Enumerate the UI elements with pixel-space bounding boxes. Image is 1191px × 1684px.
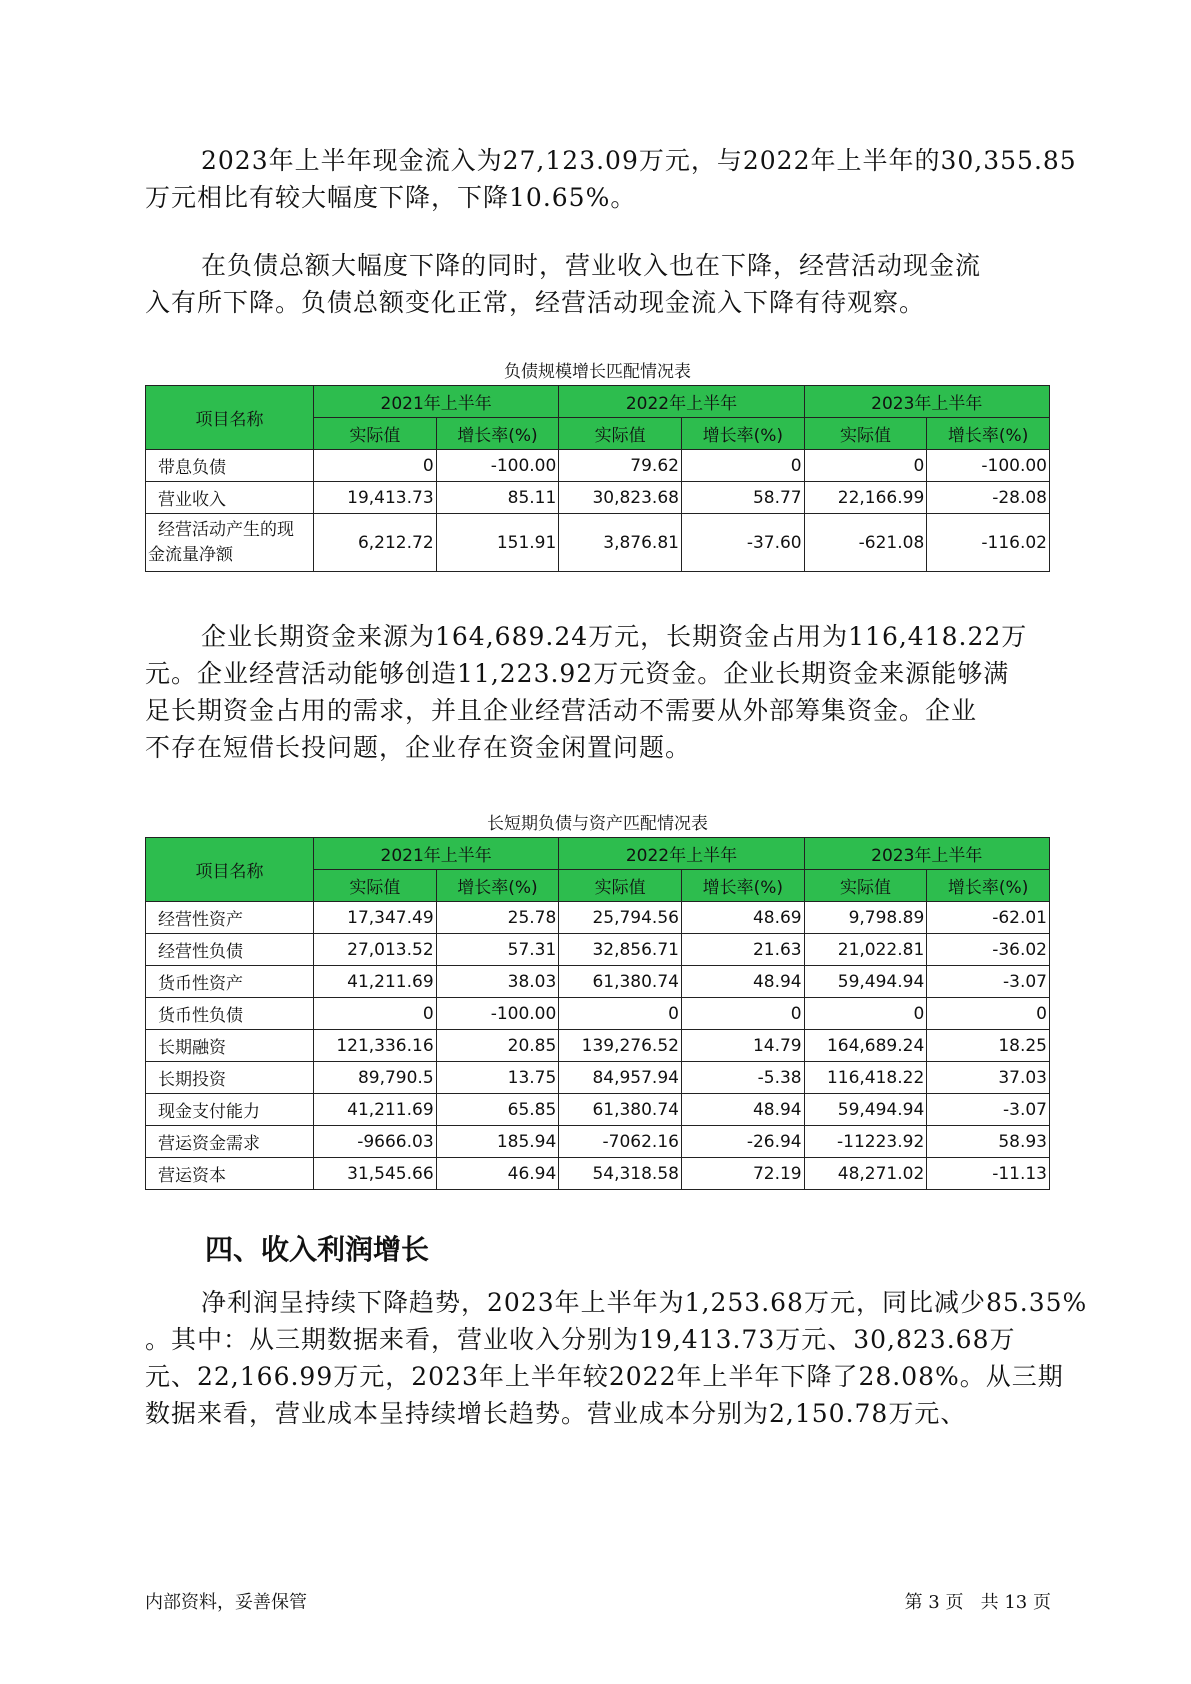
header-actual: 实际值 xyxy=(314,870,437,902)
table-row xyxy=(146,1062,1050,1094)
cell-value: -5.38 xyxy=(681,1062,804,1094)
footer-page-number: 第 3 页 共 13 页 xyxy=(904,1592,1051,1613)
cell-value: -100.00 xyxy=(436,998,559,1030)
cell-value: -621.08 xyxy=(804,514,927,572)
row-label: 经营性资产 xyxy=(146,902,314,934)
table1-caption: 负债规模增长匹配情况表 xyxy=(504,362,691,382)
table-row xyxy=(146,934,1050,966)
cell-value: 48.94 xyxy=(681,1094,804,1126)
text-line: 入有所下降。负债总额变化正常，经营活动现金流入下降有待观察。 xyxy=(145,288,926,317)
header-growth: 增长率(%) xyxy=(436,418,559,450)
cell-value: 116,418.22 xyxy=(804,1062,927,1094)
cell-value: 139,276.52 xyxy=(559,1030,682,1062)
cell-value: 84,957.94 xyxy=(559,1062,682,1094)
cell-value: 21,022.81 xyxy=(804,934,927,966)
cell-value: 164,689.24 xyxy=(804,1030,927,1062)
cell-value: 59,494.94 xyxy=(804,1094,927,1126)
cell-value: 30,823.68 xyxy=(559,482,682,514)
row-label: 经营性负债 xyxy=(146,934,314,966)
row-label: 带息负债 xyxy=(146,450,314,482)
cell-value: -100.00 xyxy=(927,450,1050,482)
table-asset-liability-match xyxy=(145,837,1050,1190)
cell-value: -26.94 xyxy=(681,1126,804,1158)
cell-value: 21.63 xyxy=(681,934,804,966)
cell-value: -3.07 xyxy=(927,1094,1050,1126)
cell-value: -37.60 xyxy=(681,514,804,572)
cell-value: -28.08 xyxy=(927,482,1050,514)
header-period-2023: 2023年上半年 xyxy=(804,838,1049,870)
paragraph-liability-summary xyxy=(145,247,1050,321)
header-actual: 实际值 xyxy=(804,870,927,902)
cell-value: 57.31 xyxy=(436,934,559,966)
cell-value: 59,494.94 xyxy=(804,966,927,998)
text-line: 净利润呈持续下降趋势，2023年上半年为1,253.68万元，同比减少85.35% xyxy=(201,1288,1088,1317)
table-liability-growth xyxy=(145,385,1050,572)
text-line: 足长期资金占用的需求，并且企业经营活动不需要从外部筹集资金。企业 xyxy=(145,696,978,725)
table-row xyxy=(146,1126,1050,1158)
table-row xyxy=(146,966,1050,998)
row-label-line: 金流量净额 xyxy=(148,544,233,565)
cell-value: -7062.16 xyxy=(559,1126,682,1158)
row-label: 现金支付能力 xyxy=(146,1094,314,1126)
header-item-name: 项目名称 xyxy=(146,838,314,902)
text-line: 2023年上半年现金流入为27,123.09万元，与2022年上半年的30,355.85 xyxy=(201,146,1077,175)
footer-confidential-note: 内部资料，妥善保管 xyxy=(145,1592,307,1613)
table-row xyxy=(146,1094,1050,1126)
cell-value: 0 xyxy=(314,998,437,1030)
row-label: 营业收入 xyxy=(146,482,314,514)
cell-value: -116.02 xyxy=(927,514,1050,572)
table-row xyxy=(146,1158,1050,1190)
header-period-2021: 2021年上半年 xyxy=(314,838,559,870)
cell-value: 72.19 xyxy=(681,1158,804,1190)
cell-value: 79.62 xyxy=(559,450,682,482)
cell-value: 0 xyxy=(804,998,927,1030)
cell-value: 22,166.99 xyxy=(804,482,927,514)
header-growth: 增长率(%) xyxy=(927,870,1050,902)
cell-value: 0 xyxy=(681,998,804,1030)
text-line: 万元相比有较大幅度下降，下降10.65%。 xyxy=(145,183,637,212)
header-growth: 增长率(%) xyxy=(681,870,804,902)
cell-value: 14.79 xyxy=(681,1030,804,1062)
row-label: 长期融资 xyxy=(146,1030,314,1062)
cell-value: 151.91 xyxy=(436,514,559,572)
header-period-2023: 2023年上半年 xyxy=(804,386,1049,418)
cell-value: 32,856.71 xyxy=(559,934,682,966)
cell-value: -36.02 xyxy=(927,934,1050,966)
cell-value: 58.93 xyxy=(927,1126,1050,1158)
text-line: 元、22,166.99万元，2023年上半年较2022年上半年下降了28.08%。从三期 xyxy=(145,1362,1064,1391)
header-period-2022: 2022年上半年 xyxy=(559,838,804,870)
cell-value: 25,794.56 xyxy=(559,902,682,934)
header-item-name: 项目名称 xyxy=(146,386,314,450)
paragraph-long-term-funding xyxy=(145,618,1050,766)
header-actual: 实际值 xyxy=(559,418,682,450)
header-period-2021: 2021年上半年 xyxy=(314,386,559,418)
cell-value: 19,413.73 xyxy=(314,482,437,514)
cell-value: 18.25 xyxy=(927,1030,1050,1062)
row-label: 营运资本 xyxy=(146,1158,314,1190)
cell-value: 61,380.74 xyxy=(559,966,682,998)
table-row xyxy=(146,998,1050,1030)
row-label: 营运资金需求 xyxy=(146,1126,314,1158)
section-heading: 四、收入利润增长 xyxy=(205,1233,430,1266)
row-label xyxy=(146,514,314,572)
header-actual: 实际值 xyxy=(314,418,437,450)
header-growth: 增长率(%) xyxy=(681,418,804,450)
cell-value: 0 xyxy=(681,450,804,482)
header-period-2022: 2022年上半年 xyxy=(559,386,804,418)
table-row xyxy=(146,450,1050,482)
cell-value: -3.07 xyxy=(927,966,1050,998)
cell-value: 58.77 xyxy=(681,482,804,514)
row-label: 货币性资产 xyxy=(146,966,314,998)
text-line: 。其中：从三期数据来看，营业收入分别为19,413.73万元、30,823.68万 xyxy=(145,1325,1016,1354)
cell-value: 65.85 xyxy=(436,1094,559,1126)
cell-value: 37.03 xyxy=(927,1062,1050,1094)
cell-value: -62.01 xyxy=(927,902,1050,934)
table-row xyxy=(146,902,1050,934)
cell-value: 3,876.81 xyxy=(559,514,682,572)
table2-caption: 长短期负债与资产匹配情况表 xyxy=(487,814,708,834)
cell-value: 38.03 xyxy=(436,966,559,998)
cell-value: 85.11 xyxy=(436,482,559,514)
row-label: 货币性负债 xyxy=(146,998,314,1030)
text-line: 数据来看，营业成本呈持续增长趋势。营业成本分别为2,150.78万元、 xyxy=(145,1399,967,1428)
cell-value: 41,211.69 xyxy=(314,966,437,998)
cell-value: 41,211.69 xyxy=(314,1094,437,1126)
cell-value: 54,318.58 xyxy=(559,1158,682,1190)
cell-value: 0 xyxy=(804,450,927,482)
header-actual: 实际值 xyxy=(559,870,682,902)
table-row xyxy=(146,1030,1050,1062)
cell-value: 48,271.02 xyxy=(804,1158,927,1190)
cell-value: 0 xyxy=(314,450,437,482)
row-label: 长期投资 xyxy=(146,1062,314,1094)
cell-value: 185.94 xyxy=(436,1126,559,1158)
cell-value: 20.85 xyxy=(436,1030,559,1062)
cell-value: 0 xyxy=(559,998,682,1030)
cell-value: 48.69 xyxy=(681,902,804,934)
cell-value: 121,336.16 xyxy=(314,1030,437,1062)
row-label-line: 经营活动产生的现 xyxy=(158,519,294,540)
header-growth: 增长率(%) xyxy=(436,870,559,902)
cell-value: 31,545.66 xyxy=(314,1158,437,1190)
cell-value: 48.94 xyxy=(681,966,804,998)
cell-value: 61,380.74 xyxy=(559,1094,682,1126)
table-row xyxy=(146,482,1050,514)
cell-value: 46.94 xyxy=(436,1158,559,1190)
text-line: 不存在短借长投问题，企业存在资金闲置问题。 xyxy=(145,733,692,762)
cell-value: -100.00 xyxy=(436,450,559,482)
cell-value: 17,347.49 xyxy=(314,902,437,934)
cell-value: -9666.03 xyxy=(314,1126,437,1158)
cell-value: 6,212.72 xyxy=(314,514,437,572)
cell-value: 89,790.5 xyxy=(314,1062,437,1094)
paragraph-cash-inflow xyxy=(145,142,1077,216)
paragraph-profit-growth xyxy=(145,1284,1088,1432)
cell-value: 27,013.52 xyxy=(314,934,437,966)
cell-value: 25.78 xyxy=(436,902,559,934)
text-line: 在负债总额大幅度下降的同时，营业收入也在下降，经营活动现金流 xyxy=(201,251,982,280)
cell-value: -11223.92 xyxy=(804,1126,927,1158)
text-line: 元。企业经营活动能够创造11,223.92万元资金。企业长期资金来源能够满 xyxy=(145,659,1010,688)
cell-value: -11.13 xyxy=(927,1158,1050,1190)
header-actual: 实际值 xyxy=(804,418,927,450)
cell-value: 9,798.89 xyxy=(804,902,927,934)
cell-value: 13.75 xyxy=(436,1062,559,1094)
text-line: 企业长期资金来源为164,689.24万元，长期资金占用为116,418.22万 xyxy=(201,622,1028,651)
cell-value: 0 xyxy=(927,998,1050,1030)
table-row xyxy=(146,514,1050,572)
header-growth: 增长率(%) xyxy=(927,418,1050,450)
